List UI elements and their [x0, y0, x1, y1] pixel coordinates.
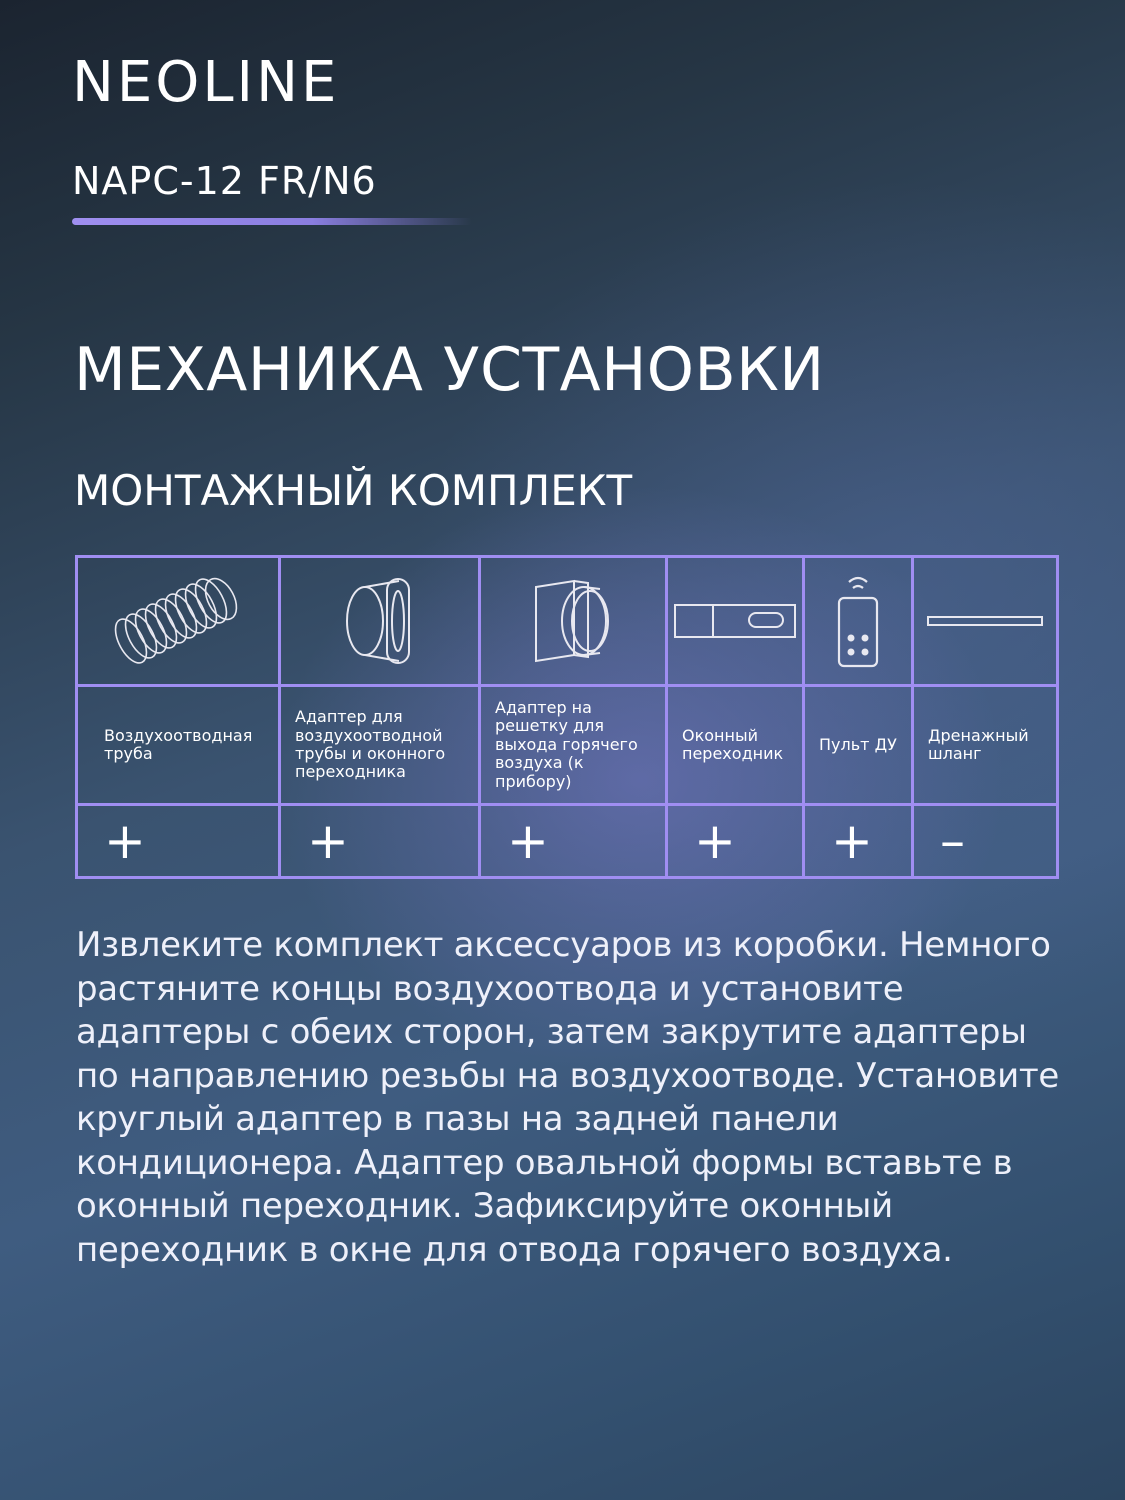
kit-label: Адаптер на решетку для выхода горячего воздуха (к прибору) — [480, 686, 667, 804]
kit-cell-window-slider — [667, 557, 804, 686]
kit-included-row — [77, 804, 1058, 877]
installation-description: Извлеките комплект аксессуаров из коробки. Немного растяните концы воздухоотвода и установите адаптеры с обеих сторон, затем закрутите адаптеры по направлению резьбы на воздухоотводе. Установите круглый адаптер в пазы на задней панели кондиционера. Адаптер овальной формы вставьте в оконный переходник. Зафиксируйте оконный переходник в окне для отвода горячего воздуха. — [76, 925, 1060, 1270]
included-mark: + — [480, 804, 667, 877]
included-mark: + — [804, 804, 913, 877]
window-slider-icon — [673, 601, 797, 641]
included-mark: + — [667, 804, 804, 877]
flexible-duct-icon — [113, 575, 243, 667]
grille-adapter-icon — [528, 573, 618, 669]
kit-cell-remote — [804, 557, 913, 686]
kit-cell-duct — [77, 557, 280, 686]
page-title: МЕХАНИКА УСТАНОВКИ — [74, 335, 825, 405]
kit-cell-drain-hose — [913, 557, 1058, 686]
kit-cell-oval-adapter — [280, 557, 480, 686]
model-name: NAPC-12 FR/N6 — [72, 159, 377, 203]
drain-hose-icon — [926, 614, 1044, 628]
kit-label: Адаптер для воздухоотводной трубы и оконного переходника — [280, 686, 480, 804]
section-subtitle: МОНТАЖНЫЙ КОМПЛЕКТ — [74, 466, 633, 515]
oval-adapter-icon — [337, 575, 423, 667]
kit-label: Воздухоотводная труба — [77, 686, 280, 804]
included-mark: – — [913, 804, 1058, 877]
accent-divider — [72, 218, 472, 225]
kit-label: Пульт ДУ — [804, 686, 913, 804]
kit-icons-row — [77, 557, 1058, 686]
kit-labels-row — [77, 686, 1058, 804]
kit-label: Дренажный шланг — [913, 686, 1058, 804]
kit-label: Оконный переходник — [667, 686, 804, 804]
brand-logo: NEOLINE — [72, 50, 340, 115]
remote-control-icon — [835, 572, 881, 670]
included-mark: + — [77, 804, 280, 877]
kit-table — [75, 555, 1059, 879]
included-mark: + — [280, 804, 480, 877]
kit-cell-grille-adapter — [480, 557, 667, 686]
